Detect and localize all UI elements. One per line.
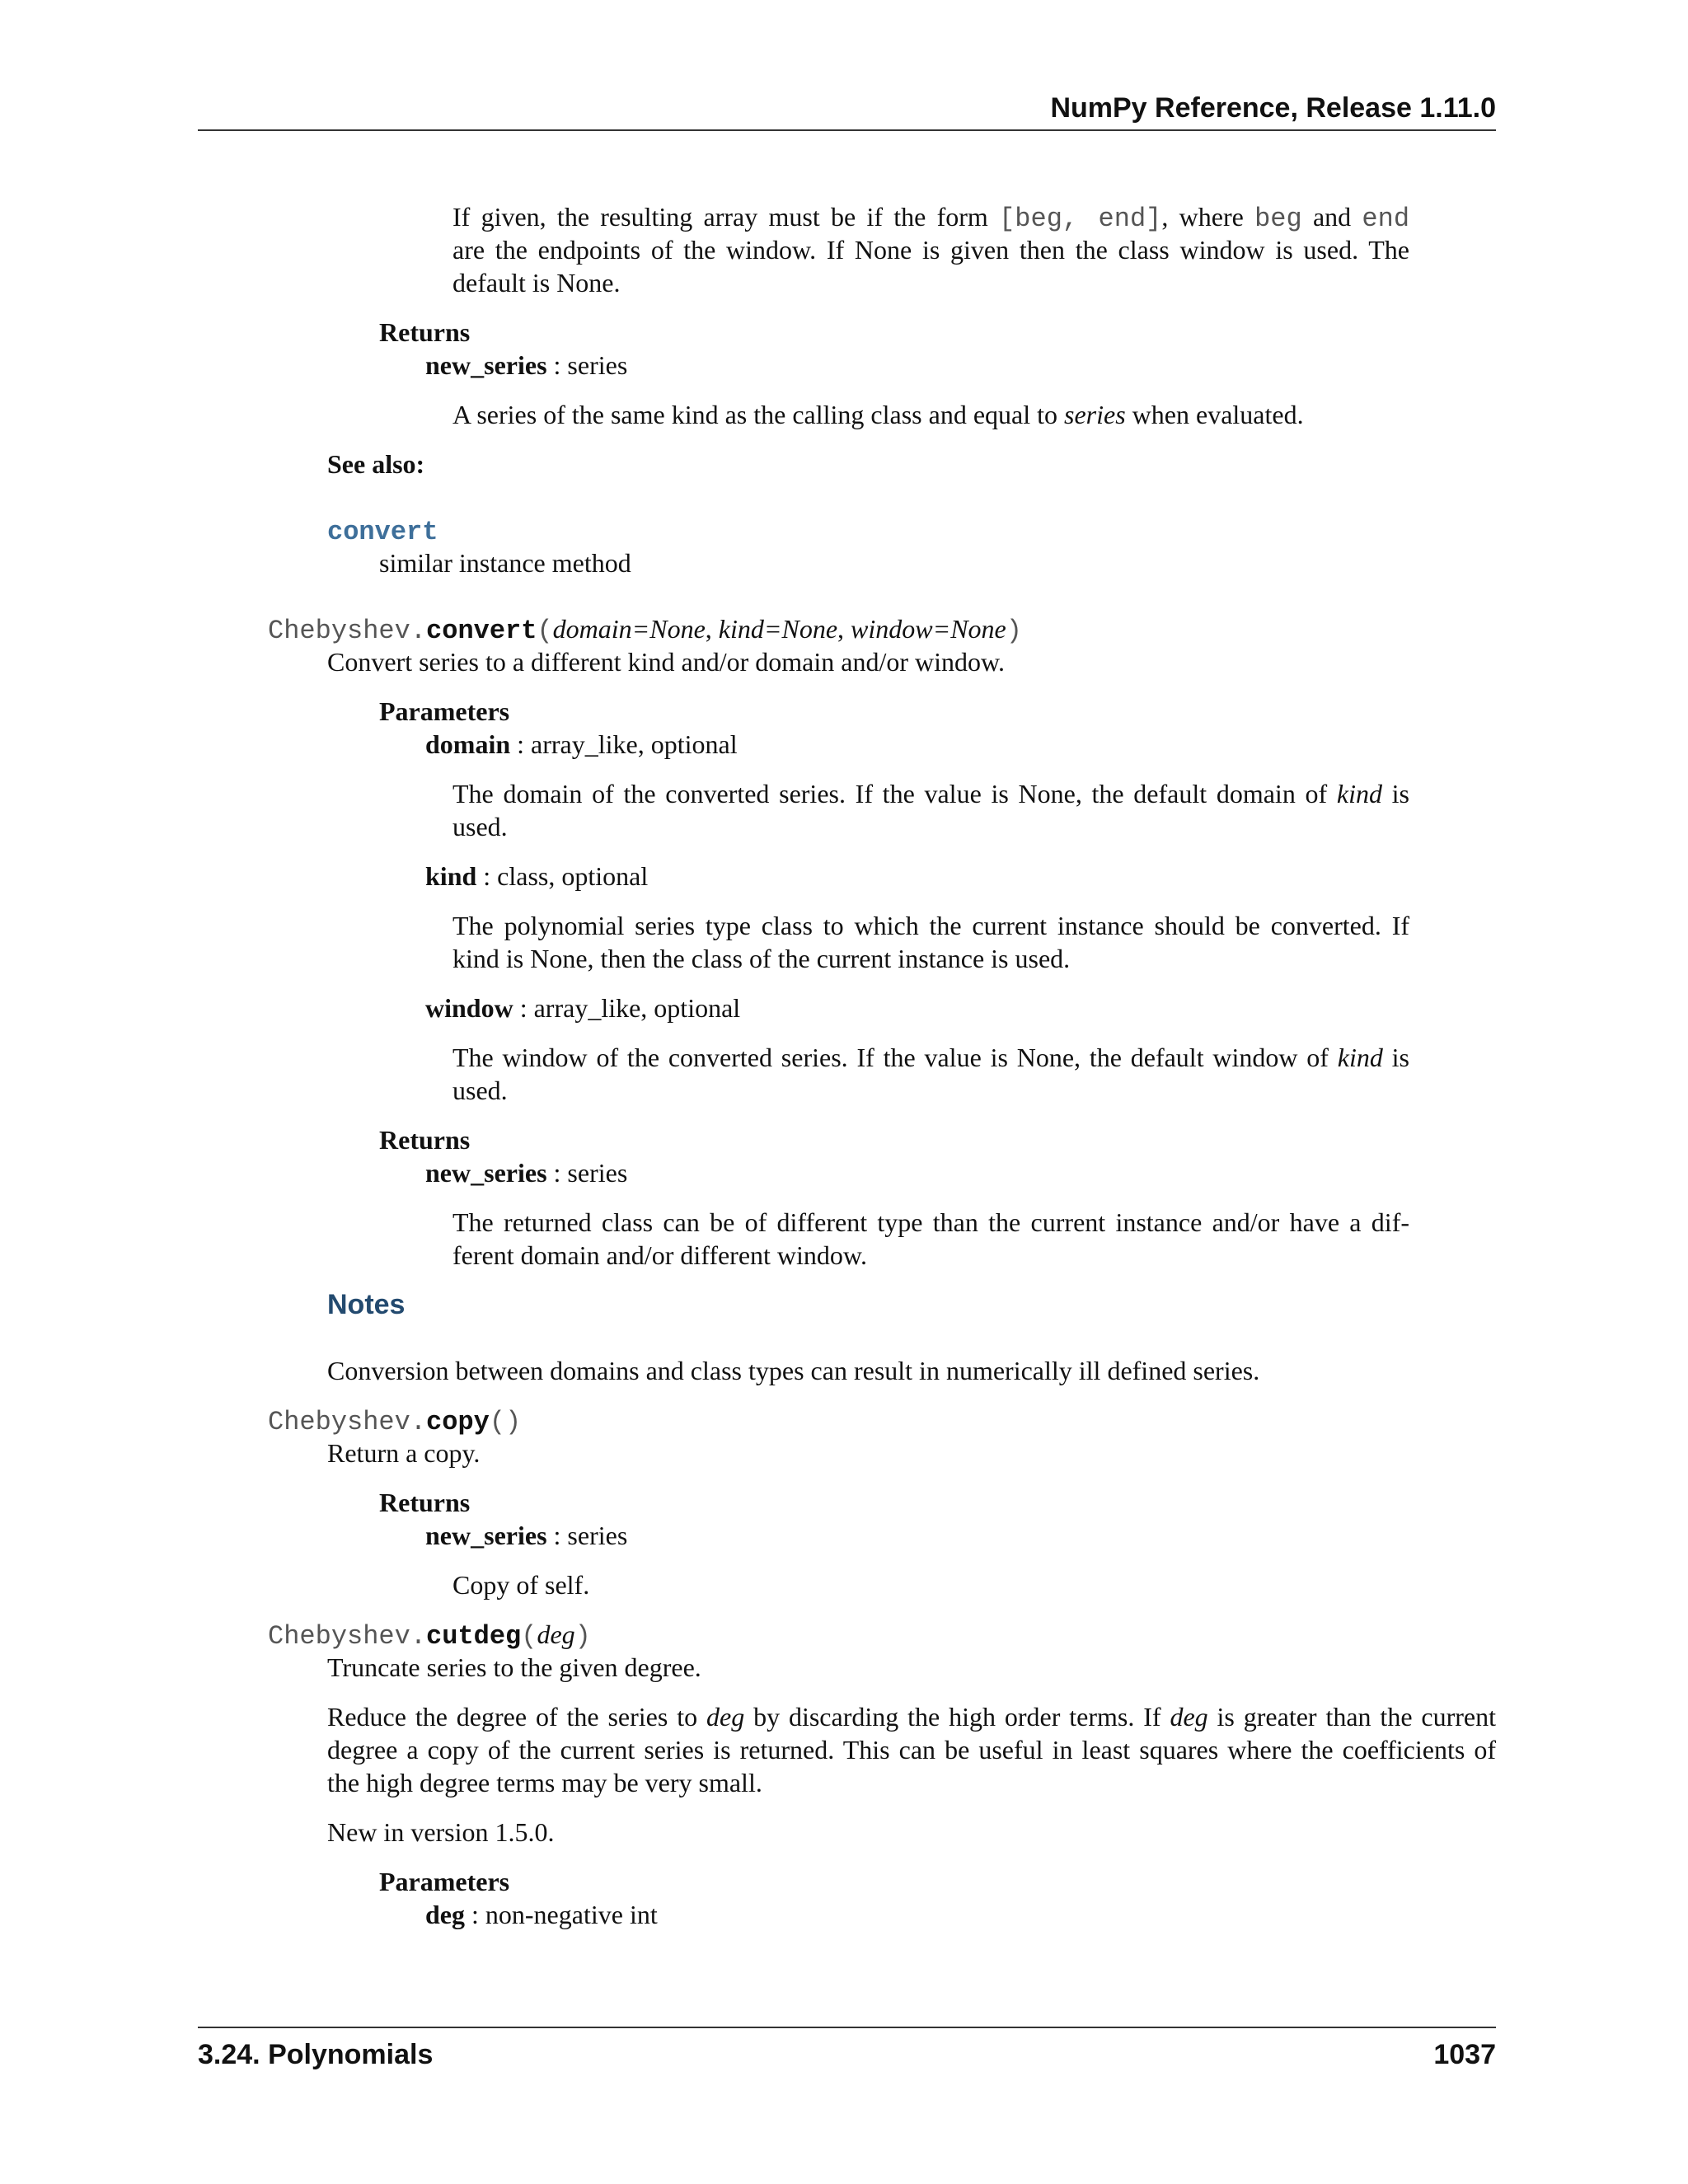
see-also-description: similar instance method xyxy=(379,548,631,578)
param-domain-desc-line-1: The domain of the converted series. If the value is None, the default domain of kind is xyxy=(452,779,1410,808)
param-kind-desc-line-2: kind is None, then the class of the current instance is used. xyxy=(452,944,1071,973)
see-also-heading: See also: xyxy=(327,449,425,479)
footer-rule xyxy=(198,2027,1496,2028)
notes-text: Conversion between domains and class types can result in numerically ill defined series. xyxy=(327,1356,1260,1385)
convert-returns-desc-line-1: The returned class can be of different type than the current instance and/or have a dif- xyxy=(452,1207,1409,1237)
convert-returns-heading: Returns xyxy=(379,1125,471,1155)
window-param-line-1: If given, the resulting array must be if the form [beg, end], where beg and end xyxy=(452,202,1410,234)
cutdeg-desc-line-1: Reduce the degree of the series to deg by discarding the high order terms. If deg is greater than the current xyxy=(327,1702,1497,1732)
param-domain: domain : array_like, optional xyxy=(425,729,738,759)
footer-section: 3.24. Polynomials xyxy=(198,2039,434,2070)
convert-returns-desc-line-2: ferent domain and/or different window. xyxy=(452,1240,867,1270)
param-deg: deg : non-negative int xyxy=(425,1900,658,1929)
param-window-desc-line-2: used. xyxy=(452,1076,508,1105)
copy-returns-desc: Copy of self. xyxy=(452,1570,590,1600)
copy-summary: Return a copy. xyxy=(327,1438,481,1468)
notes-heading: Notes xyxy=(327,1289,406,1320)
running-header: NumPy Reference, Release 1.11.0 xyxy=(1050,92,1496,124)
param-window: window : array_like, optional xyxy=(425,993,741,1023)
convert-signature: Chebyshev.convert(domain=None, kind=None, window=None) xyxy=(268,614,1022,646)
returns-heading: Returns xyxy=(379,317,471,347)
cutdeg-parameters-heading: Parameters xyxy=(379,1867,510,1896)
copy-signature: Chebyshev.copy() xyxy=(268,1407,522,1437)
convert-summary: Convert series to a different kind and/or domain and/or window. xyxy=(327,647,1006,677)
param-window-desc-line-1: The window of the converted series. If the value is None, the default window of kind is xyxy=(452,1043,1410,1072)
cutdeg-signature: Chebyshev.cutdeg(deg) xyxy=(268,1619,591,1652)
header-rule xyxy=(198,129,1496,131)
returns-item: new_series : series xyxy=(425,350,628,380)
copy-returns-item: new_series : series xyxy=(425,1521,628,1550)
param-kind: kind : class, optional xyxy=(425,861,649,891)
convert-parameters-heading: Parameters xyxy=(379,696,510,726)
param-kind-desc-line-1: The polynomial series type class to which the current instance should be converted. If xyxy=(452,911,1409,940)
param-domain-desc-line-2: used. xyxy=(452,812,508,841)
window-param-line-2: are the endpoints of the window. If None is given then the class window is used. The xyxy=(452,235,1409,265)
cutdeg-desc-line-2: degree a copy of the current series is returned. This can be useful in least squares where the coefficients of xyxy=(327,1735,1496,1765)
cutdeg-summary: Truncate series to the given degree. xyxy=(327,1652,701,1682)
see-also-convert-link[interactable]: convert xyxy=(327,517,438,547)
returns-description: A series of the same kind as the calling class and equal to series when evaluated. xyxy=(452,400,1304,429)
window-param-line-3: default is None. xyxy=(452,268,621,298)
convert-returns-item: new_series : series xyxy=(425,1158,628,1188)
footer-page-number: 1037 xyxy=(1433,2039,1496,2070)
cutdeg-desc-line-3: the high degree terms may be very small. xyxy=(327,1768,762,1797)
copy-returns-heading: Returns xyxy=(379,1488,471,1517)
cutdeg-version-note: New in version 1.5.0. xyxy=(327,1817,555,1847)
